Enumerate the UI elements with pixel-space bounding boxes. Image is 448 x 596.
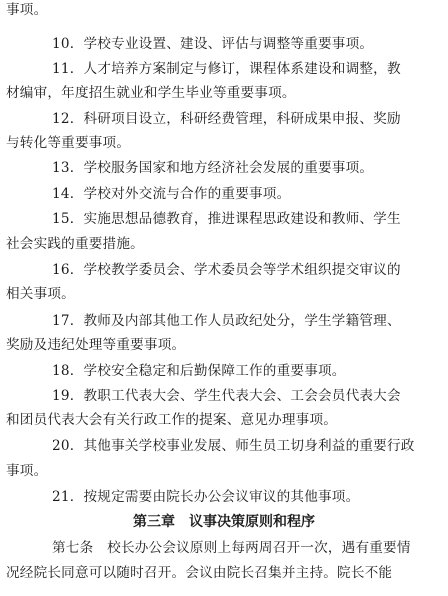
list-item-11: 11．人才培养方案制定与修订，课程体系建设和调整，教 [52, 61, 401, 77]
list-item-17: 17．教师及内部其他工作人员政纪处分，学生学籍管理、 [52, 313, 401, 329]
list-item-16: 16．学校教学委员会、学术委员会等学术组织提交审议的 [52, 262, 401, 278]
article-line: 况经院长同意可以随时召开。会议由院长召集并主持。院长不能 [6, 565, 393, 581]
list-item-21: 21．按规定需要由院长办公会议审议的其他事项。 [52, 489, 360, 505]
list-item-10: 10．学校专业设置、建设、评估与调整等重要事项。 [52, 36, 374, 52]
list-item-19: 19．教职工代表大会、学生代表大会、工会会员代表大会 [52, 388, 401, 404]
text-line: 相关事项。 [6, 286, 75, 302]
list-item-13: 13．学校服务国家和地方经济社会发展的重要事项。 [52, 160, 374, 176]
text-line: 事项。 [6, 463, 48, 479]
list-item-15: 15．实施思想品德教育，推进课程思政建设和教师、学生 [52, 211, 401, 227]
list-item-18: 18．学校安全稳定和后勤保障工作的重要事项。 [52, 363, 346, 379]
text-line: 事项。 [6, 2, 48, 18]
list-item-12: 12．科研项目设立，科研经费管理，科研成果申报、奖励 [52, 111, 401, 127]
text-line: 社会实践的重要措施。 [6, 236, 144, 252]
text-line: 奖励及违纪处理等重要事项。 [6, 337, 186, 353]
text-line: 与转化等重要事项。 [6, 135, 131, 151]
list-item-20: 20．其他事关学校事业发展、师生员工切身利益的重要行政 [52, 438, 415, 454]
chapter-heading: 第三章 议事决策原则和程序 [133, 514, 315, 530]
article-line: 第七条 校长办公会议原则上每两周召开一次，遇有重要情 [52, 540, 411, 556]
text-line: 材编审，年度招生就业和学生毕业等重要事项。 [6, 85, 296, 101]
text-line: 和团员代表大会有关行政工作的提案、意见办理事项。 [6, 412, 338, 428]
list-item-14: 14．学校对外交流与合作的重要事项。 [52, 186, 291, 202]
